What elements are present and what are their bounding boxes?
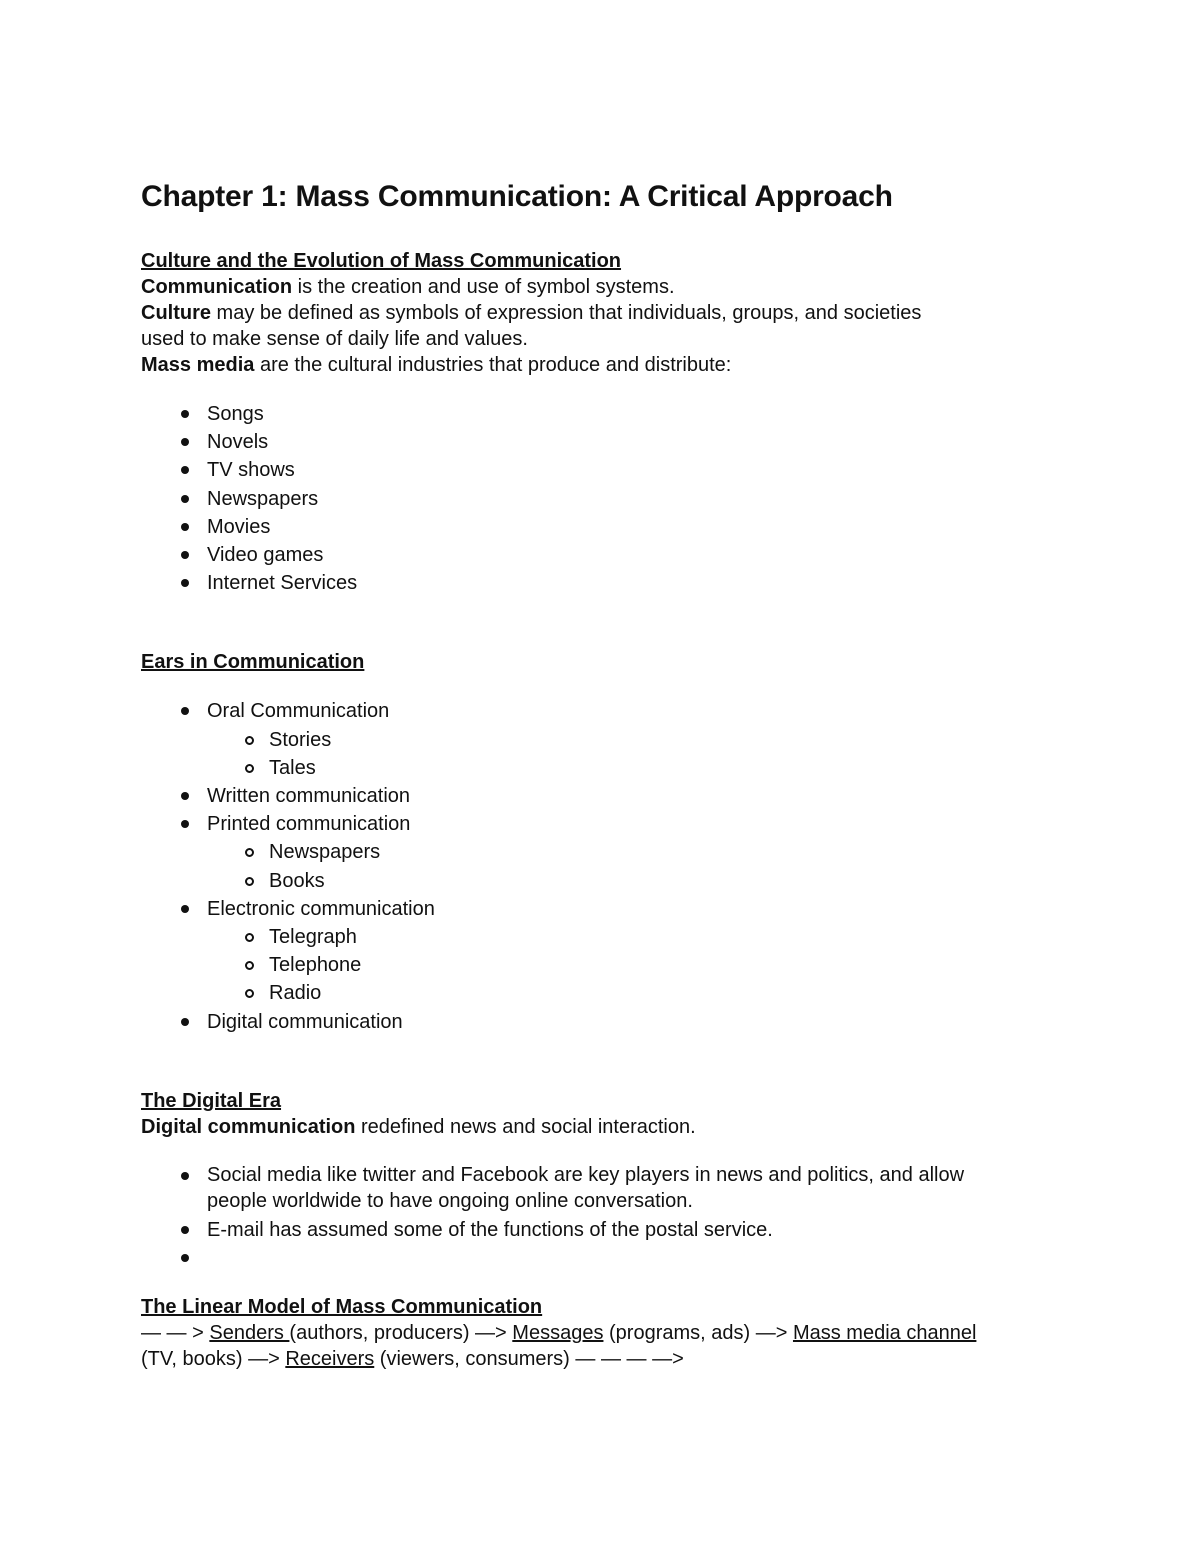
senders-description: (authors, producers) —> [289, 1322, 513, 1345]
sub-list [207, 726, 1060, 782]
messages-description: (programs, ads) —> [603, 1322, 793, 1345]
list-item-line: Social media like twitter and Facebook are key players in news and politics, and allow [207, 1163, 965, 1186]
section-ears [141, 649, 1060, 1035]
sub-list-item: Radio [207, 979, 1060, 1007]
list-item-empty [141, 1244, 1060, 1272]
linear-model-line-2 [141, 1346, 1060, 1372]
definition-culture-cont: used to make sense of daily life and values. [141, 328, 528, 350]
sub-list-item: Stories [207, 726, 1060, 754]
sub-list-item: Telegraph [207, 923, 1060, 951]
sub-list-item: Telephone [207, 951, 1060, 979]
list-item-label: Oral Communication [207, 700, 390, 723]
section-linear-model [141, 1294, 1060, 1372]
definition-digital-communication-text: redefined news and social interaction. [355, 1115, 696, 1138]
list-item: Songs [141, 400, 1060, 428]
list-item [141, 782, 1060, 810]
term-digital-communication: Digital communication [141, 1115, 356, 1138]
section-heading-digital-era: The Digital Era [141, 1089, 282, 1112]
list-item: Novels [141, 428, 1060, 456]
list-item [141, 810, 1060, 895]
list-item-label: Printed communication [207, 813, 411, 836]
section-heading-linear-model: The Linear Model of Mass Communication [141, 1296, 543, 1319]
sub-list-item: Newspapers [207, 838, 1060, 866]
section-digital-era [141, 1088, 1060, 1272]
list-item-line: people worldwide to have ongoing online conversation. [207, 1189, 693, 1212]
list-item: Newspapers [141, 485, 1060, 513]
definition-culture-text-a: may be defined as symbols of expression that individuals, groups, and societies [211, 302, 922, 324]
definition-mass-media [141, 352, 1060, 378]
channel-description: (TV, books) —> [141, 1348, 286, 1371]
list-item-label: Electronic communication [207, 897, 435, 920]
list-item [141, 1162, 1060, 1216]
list-item: E-mail has assumed some of the functions of the postal service. [141, 1216, 1060, 1244]
sub-list-item: Tales [207, 754, 1060, 782]
sub-list [207, 923, 1060, 1008]
page-title: Chapter 1: Mass Communication: A Critical Approach [141, 180, 893, 213]
section-culture [141, 248, 1060, 597]
digital-era-list [141, 1162, 1060, 1272]
list-item [141, 697, 1060, 782]
term-senders: Senders [209, 1322, 290, 1345]
term-communication: Communication [141, 276, 293, 298]
definition-communication-text: is the creation and use of symbol systems. [292, 276, 675, 298]
definition-mass-media-text: are the cultural industries that produce and distribute: [254, 354, 732, 376]
section-heading-ears: Ears in Communication [141, 651, 365, 674]
term-mass-media: Mass media [141, 354, 255, 376]
term-messages: Messages [512, 1322, 604, 1345]
list-item: Video games [141, 541, 1060, 569]
term-receivers: Receivers [285, 1348, 375, 1371]
list-item [141, 1008, 1060, 1036]
definition-communication [141, 274, 1060, 300]
list-item-label: Written communication [207, 785, 411, 808]
sub-list-item: Books [207, 867, 1060, 895]
term-mass-media-channel: Mass media channel [792, 1322, 977, 1345]
communication-eras-list [141, 697, 1060, 1035]
list-item: TV shows [141, 456, 1060, 484]
sub-list [207, 838, 1060, 894]
definition-digital-communication [141, 1114, 1060, 1140]
media-list [141, 400, 1060, 597]
list-item: Movies [141, 513, 1060, 541]
term-culture: Culture [141, 302, 211, 324]
list-item-label: Digital communication [207, 1010, 403, 1033]
receivers-description: (viewers, consumers) — — — —> [374, 1348, 684, 1371]
linear-model-line-1 [141, 1320, 1060, 1346]
list-item: Internet Services [141, 569, 1060, 597]
list-item [141, 895, 1060, 1008]
section-heading-culture: Culture and the Evolution of Mass Communication [141, 250, 622, 272]
definition-culture [141, 300, 1060, 326]
arrow-start: — — > [141, 1322, 210, 1345]
